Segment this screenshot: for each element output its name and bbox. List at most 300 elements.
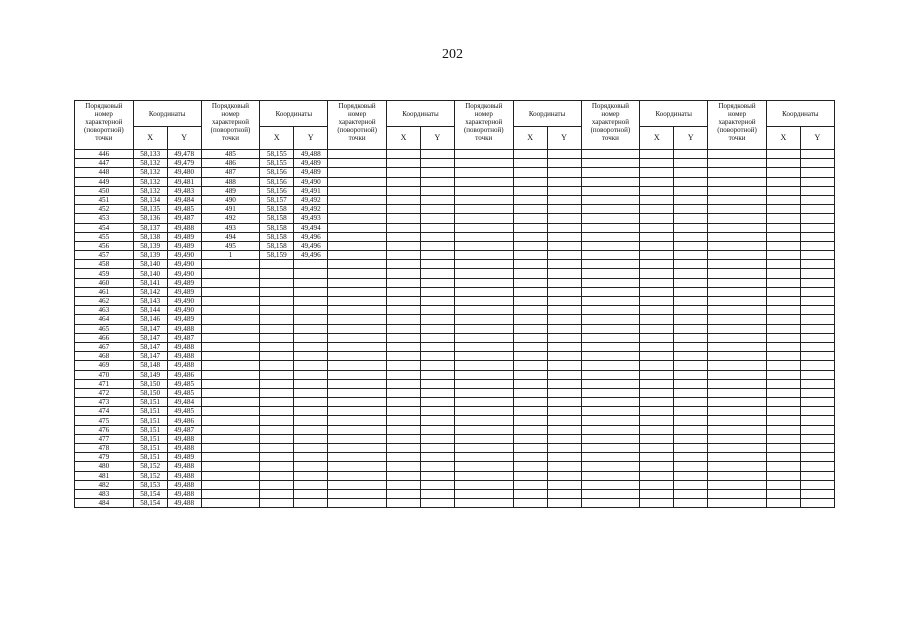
header-word: номер: [727, 110, 747, 118]
table-cell: [581, 333, 640, 342]
table-cell: 491: [201, 205, 260, 214]
table-cell: [708, 315, 767, 324]
table-cell: [708, 388, 767, 397]
table-cell: 448: [75, 168, 134, 177]
table-cell: [420, 214, 454, 223]
table-cell: [420, 186, 454, 195]
page-number: 202: [442, 47, 463, 62]
table-cell: [201, 444, 260, 453]
table-cell: [708, 214, 767, 223]
table-cell: 489: [201, 186, 260, 195]
table-row: [75, 370, 835, 379]
point-number-header: [708, 101, 767, 150]
table-cell: [294, 416, 328, 425]
table-cell: [513, 223, 547, 232]
table-cell: [674, 489, 708, 498]
table-cell: [674, 168, 708, 177]
table-cell: [420, 333, 454, 342]
table-cell: [294, 489, 328, 498]
table-cell: [260, 333, 294, 342]
table-cell: 483: [75, 489, 134, 498]
table-cell: [640, 150, 674, 159]
table-cell: 468: [75, 352, 134, 361]
table-cell: [766, 489, 800, 498]
table-cell: [294, 287, 328, 296]
point-number-header: [201, 101, 260, 150]
table-row: [75, 223, 835, 232]
table-cell: [328, 398, 387, 407]
table-cell: [454, 260, 513, 269]
table-cell: [708, 168, 767, 177]
y-axis-header: Y: [674, 127, 708, 150]
table-cell: [766, 324, 800, 333]
table-cell: [547, 480, 581, 489]
table-cell: [420, 499, 454, 508]
table-cell: [640, 306, 674, 315]
table-cell: [766, 278, 800, 287]
table-cell: 49,488: [167, 434, 201, 443]
table-cell: [640, 462, 674, 471]
table-row: [75, 352, 835, 361]
table-cell: [674, 480, 708, 489]
table-cell: [513, 370, 547, 379]
table-cell: [640, 453, 674, 462]
table-cell: [800, 361, 834, 370]
table-cell: 49,489: [167, 315, 201, 324]
table-row: [75, 315, 835, 324]
table-cell: [547, 370, 581, 379]
table-cell: [260, 297, 294, 306]
table-cell: 58,158: [260, 223, 294, 232]
table-cell: [201, 489, 260, 498]
table-cell: [386, 168, 420, 177]
table-cell: [640, 444, 674, 453]
table-cell: [420, 315, 454, 324]
table-cell: [386, 195, 420, 204]
table-cell: [386, 223, 420, 232]
table-cell: [420, 342, 454, 351]
table-cell: [513, 159, 547, 168]
table-cell: [800, 489, 834, 498]
table-cell: 457: [75, 251, 134, 260]
table-cell: 58,149: [133, 370, 167, 379]
table-cell: 58,155: [260, 159, 294, 168]
table-cell: [640, 195, 674, 204]
table-cell: [420, 471, 454, 480]
table-cell: [674, 388, 708, 397]
table-cell: [260, 260, 294, 269]
table-cell: [800, 223, 834, 232]
table-cell: [294, 333, 328, 342]
table-cell: [454, 205, 513, 214]
table-cell: 58,151: [133, 416, 167, 425]
table-cell: 486: [201, 159, 260, 168]
table-cell: [328, 269, 387, 278]
table-cell: [674, 333, 708, 342]
table-cell: [513, 333, 547, 342]
table-cell: [708, 159, 767, 168]
table-row: [75, 333, 835, 342]
table-cell: 58,147: [133, 342, 167, 351]
table-cell: [800, 297, 834, 306]
table-cell: [708, 407, 767, 416]
table-cell: [766, 168, 800, 177]
table-cell: [708, 205, 767, 214]
table-cell: [328, 214, 387, 223]
table-cell: 49,488: [167, 480, 201, 489]
table-cell: 49,490: [167, 269, 201, 278]
table-cell: [640, 278, 674, 287]
table-cell: [547, 269, 581, 278]
table-cell: [420, 352, 454, 361]
table-cell: [260, 278, 294, 287]
table-cell: 49,496: [294, 241, 328, 250]
table-cell: [328, 306, 387, 315]
table-cell: [708, 306, 767, 315]
table-cell: [201, 352, 260, 361]
table-cell: [674, 159, 708, 168]
table-cell: 58,151: [133, 453, 167, 462]
table-cell: [766, 407, 800, 416]
table-cell: [513, 453, 547, 462]
table-cell: 471: [75, 379, 134, 388]
table-row: [75, 471, 835, 480]
table-cell: [513, 232, 547, 241]
table-cell: [674, 444, 708, 453]
table-cell: [708, 195, 767, 204]
table-cell: [581, 287, 640, 296]
table-cell: [513, 388, 547, 397]
table-cell: [201, 287, 260, 296]
table-cell: [640, 489, 674, 498]
table-cell: [454, 361, 513, 370]
table-cell: [640, 260, 674, 269]
table-cell: 456: [75, 241, 134, 250]
table-cell: [766, 177, 800, 186]
header-word: (поворотной): [590, 126, 631, 134]
table-cell: [674, 453, 708, 462]
table-cell: 58,133: [133, 150, 167, 159]
table-cell: [640, 186, 674, 195]
table-cell: [420, 251, 454, 260]
table-cell: [328, 260, 387, 269]
table-cell: [581, 278, 640, 287]
table-cell: [547, 407, 581, 416]
table-cell: 58,157: [260, 195, 294, 204]
table-cell: 49,494: [294, 223, 328, 232]
table-cell: [766, 186, 800, 195]
table-cell: [386, 150, 420, 159]
table-row: [75, 453, 835, 462]
table-cell: [420, 407, 454, 416]
table-cell: [328, 416, 387, 425]
table-cell: [454, 195, 513, 204]
coordinates-table: [74, 100, 835, 508]
table-cell: 49,492: [294, 205, 328, 214]
table-cell: [454, 489, 513, 498]
table-cell: [800, 214, 834, 223]
table-cell: [800, 379, 834, 388]
table-cell: [766, 159, 800, 168]
table-cell: [708, 287, 767, 296]
table-cell: [766, 352, 800, 361]
table-cell: [386, 499, 420, 508]
table-cell: 49,485: [167, 379, 201, 388]
table-cell: 58,156: [260, 168, 294, 177]
table-cell: 472: [75, 388, 134, 397]
table-row: [75, 195, 835, 204]
table-cell: [513, 407, 547, 416]
table-cell: 58,154: [133, 489, 167, 498]
table-cell: [800, 195, 834, 204]
x-axis-header: X: [386, 127, 420, 150]
table-cell: [581, 205, 640, 214]
table-cell: [640, 251, 674, 260]
table-cell: 484: [75, 499, 134, 508]
table-cell: [328, 480, 387, 489]
table-cell: [766, 306, 800, 315]
table-cell: [420, 150, 454, 159]
table-cell: [766, 297, 800, 306]
table-cell: [328, 223, 387, 232]
table-cell: [674, 150, 708, 159]
table-cell: [581, 388, 640, 397]
table-cell: [328, 352, 387, 361]
table-cell: [328, 177, 387, 186]
table-cell: [386, 306, 420, 315]
table-cell: [513, 195, 547, 204]
table-cell: [547, 232, 581, 241]
table-cell: 447: [75, 159, 134, 168]
table-cell: [294, 444, 328, 453]
table-cell: [201, 324, 260, 333]
header-word: точки: [95, 134, 113, 142]
table-cell: [201, 480, 260, 489]
table-cell: [513, 434, 547, 443]
table-cell: [547, 159, 581, 168]
table-cell: [454, 214, 513, 223]
table-cell: [674, 499, 708, 508]
table-cell: [766, 434, 800, 443]
table-cell: [800, 370, 834, 379]
table-cell: [454, 278, 513, 287]
table-cell: [547, 306, 581, 315]
table-cell: [386, 287, 420, 296]
table-cell: 58,152: [133, 471, 167, 480]
table-cell: [420, 453, 454, 462]
table-row: [75, 398, 835, 407]
table-cell: [328, 195, 387, 204]
table-cell: [420, 232, 454, 241]
table-cell: 49,488: [167, 324, 201, 333]
table-cell: 58,141: [133, 278, 167, 287]
table-cell: [513, 471, 547, 480]
table-cell: [201, 269, 260, 278]
table-cell: [547, 177, 581, 186]
table-cell: [294, 315, 328, 324]
table-cell: 460: [75, 278, 134, 287]
table-cell: [708, 471, 767, 480]
table-cell: [800, 416, 834, 425]
table-cell: [708, 499, 767, 508]
table-cell: [640, 297, 674, 306]
table-cell: [328, 241, 387, 250]
table-cell: [800, 444, 834, 453]
table-cell: 475: [75, 416, 134, 425]
table-cell: [766, 398, 800, 407]
table-cell: [708, 251, 767, 260]
table-cell: 49,487: [167, 425, 201, 434]
table-cell: 58,147: [133, 352, 167, 361]
table-cell: [581, 342, 640, 351]
table-row: [75, 480, 835, 489]
table-cell: [513, 214, 547, 223]
table-cell: [708, 379, 767, 388]
table-cell: [800, 232, 834, 241]
table-cell: [640, 214, 674, 223]
table-cell: 58,139: [133, 251, 167, 260]
table-cell: [513, 480, 547, 489]
table-cell: [328, 379, 387, 388]
table-cell: [800, 287, 834, 296]
table-cell: [581, 177, 640, 186]
table-cell: [547, 352, 581, 361]
table-cell: [674, 205, 708, 214]
table-cell: [454, 186, 513, 195]
table-cell: [513, 361, 547, 370]
table-cell: 446: [75, 150, 134, 159]
table-cell: [260, 388, 294, 397]
table-cell: 49,485: [167, 407, 201, 416]
table-cell: [454, 425, 513, 434]
coordinates-header: Координаты: [386, 101, 454, 127]
table-cell: [581, 150, 640, 159]
table-cell: 49,485: [167, 205, 201, 214]
table-cell: [674, 177, 708, 186]
table-cell: [800, 425, 834, 434]
table-row: [75, 324, 835, 333]
table-row: [75, 251, 835, 260]
table-cell: [674, 434, 708, 443]
table-cell: 58,138: [133, 232, 167, 241]
table-row: [75, 205, 835, 214]
table-cell: 58,134: [133, 195, 167, 204]
table-cell: [294, 324, 328, 333]
table-cell: [328, 407, 387, 416]
table-cell: [328, 453, 387, 462]
table-cell: [420, 260, 454, 269]
table-cell: [581, 444, 640, 453]
y-axis-header: Y: [547, 127, 581, 150]
table-cell: 494: [201, 232, 260, 241]
header-word: номер: [474, 110, 493, 118]
table-cell: 49,479: [167, 159, 201, 168]
table-cell: [420, 177, 454, 186]
table-cell: [260, 306, 294, 315]
table-cell: [386, 407, 420, 416]
table-cell: [420, 444, 454, 453]
table-cell: [547, 186, 581, 195]
table-cell: [420, 159, 454, 168]
table-cell: 58,158: [260, 214, 294, 223]
table-cell: [674, 398, 708, 407]
table-cell: [800, 324, 834, 333]
table-cell: [766, 388, 800, 397]
table-row: [75, 499, 835, 508]
table-cell: [454, 379, 513, 388]
table-cell: [328, 251, 387, 260]
x-axis-header: X: [640, 127, 674, 150]
table-cell: [454, 168, 513, 177]
table-cell: [420, 168, 454, 177]
table-cell: [581, 324, 640, 333]
table-cell: [766, 287, 800, 296]
table-cell: [386, 260, 420, 269]
table-cell: [581, 398, 640, 407]
table-cell: [800, 315, 834, 324]
table-cell: [640, 370, 674, 379]
table-cell: [386, 370, 420, 379]
table-cell: [454, 315, 513, 324]
table-cell: [581, 434, 640, 443]
x-axis-header: X: [133, 127, 167, 150]
table-cell: [547, 205, 581, 214]
table-cell: [708, 489, 767, 498]
table-cell: 464: [75, 315, 134, 324]
table-cell: [581, 260, 640, 269]
table-cell: [766, 425, 800, 434]
table-cell: [201, 453, 260, 462]
table-cell: [201, 315, 260, 324]
table-cell: [766, 379, 800, 388]
table-cell: [766, 370, 800, 379]
table-cell: [420, 370, 454, 379]
table-cell: [766, 315, 800, 324]
table-cell: 454: [75, 223, 134, 232]
table-cell: [513, 489, 547, 498]
table-row: [75, 214, 835, 223]
table-row: [75, 306, 835, 315]
table-cell: [260, 315, 294, 324]
table-cell: [766, 480, 800, 489]
point-number-header: [581, 101, 640, 150]
table-cell: [674, 379, 708, 388]
table-cell: 467: [75, 342, 134, 351]
table-cell: [800, 453, 834, 462]
table-cell: [513, 444, 547, 453]
table-cell: [766, 453, 800, 462]
table-cell: [328, 168, 387, 177]
table-cell: [800, 241, 834, 250]
table-cell: [201, 260, 260, 269]
table-cell: [328, 342, 387, 351]
table-cell: 58,132: [133, 168, 167, 177]
table-cell: [328, 278, 387, 287]
table-cell: [581, 214, 640, 223]
table-cell: [454, 444, 513, 453]
table-cell: [454, 251, 513, 260]
table-cell: [420, 398, 454, 407]
table-cell: [547, 444, 581, 453]
table-cell: 49,491: [294, 186, 328, 195]
table-cell: [420, 324, 454, 333]
table-cell: [294, 269, 328, 278]
table-cell: [386, 471, 420, 480]
table-cell: [454, 480, 513, 489]
table-cell: [547, 489, 581, 498]
table-cell: [674, 241, 708, 250]
table-cell: 58,148: [133, 361, 167, 370]
